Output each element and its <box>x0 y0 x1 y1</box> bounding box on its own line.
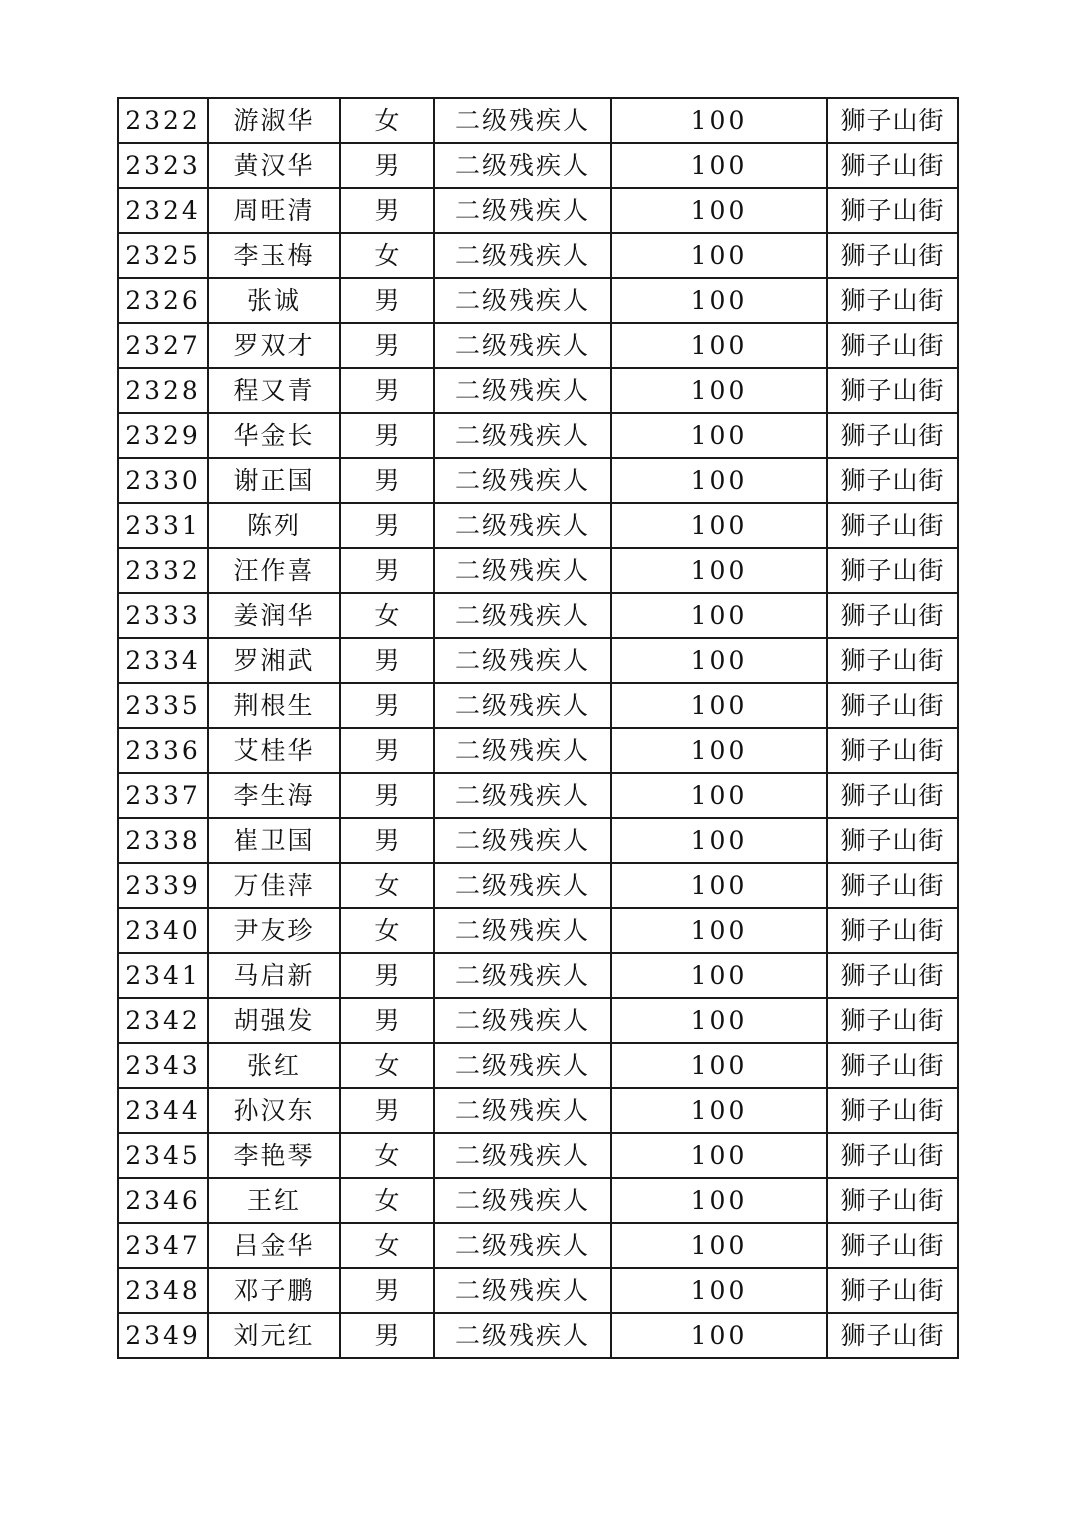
person-name-cell: 罗双才 <box>208 323 340 368</box>
street-cell: 狮子山街 <box>827 728 958 773</box>
person-name-cell: 周旺清 <box>208 188 340 233</box>
person-name-cell: 游淑华 <box>208 98 340 143</box>
disability-level-cell: 二级残疾人 <box>434 368 611 413</box>
table-row <box>118 458 958 503</box>
serial-number-cell: 2334 <box>118 638 208 683</box>
disability-level-cell: 二级残疾人 <box>434 143 611 188</box>
gender-cell: 男 <box>340 1313 434 1358</box>
table-row <box>118 998 958 1043</box>
serial-number-cell: 2348 <box>118 1268 208 1313</box>
disability-level-cell: 二级残疾人 <box>434 593 611 638</box>
table-row <box>118 548 958 593</box>
amount-cell: 100 <box>611 908 827 953</box>
street-cell: 狮子山街 <box>827 683 958 728</box>
table-row <box>118 278 958 323</box>
person-name-cell: 李玉梅 <box>208 233 340 278</box>
serial-number-cell: 2338 <box>118 818 208 863</box>
serial-number-cell: 2346 <box>118 1178 208 1223</box>
serial-number-cell: 2345 <box>118 1133 208 1178</box>
gender-cell: 女 <box>340 1223 434 1268</box>
amount-cell: 100 <box>611 143 827 188</box>
table-row <box>118 143 958 188</box>
table-row <box>118 368 958 413</box>
person-name-cell: 马启新 <box>208 953 340 998</box>
serial-number-cell: 2327 <box>118 323 208 368</box>
serial-number-cell: 2329 <box>118 413 208 458</box>
gender-cell: 男 <box>340 548 434 593</box>
table-row <box>118 503 958 548</box>
amount-cell: 100 <box>611 1133 827 1178</box>
amount-cell: 100 <box>611 368 827 413</box>
serial-number-cell: 2325 <box>118 233 208 278</box>
gender-cell: 男 <box>340 413 434 458</box>
serial-number-cell: 2330 <box>118 458 208 503</box>
disability-level-cell: 二级残疾人 <box>434 458 611 503</box>
gender-cell: 男 <box>340 368 434 413</box>
table-row <box>118 1178 958 1223</box>
person-name-cell: 华金长 <box>208 413 340 458</box>
disability-level-cell: 二级残疾人 <box>434 1223 611 1268</box>
person-name-cell: 姜润华 <box>208 593 340 638</box>
amount-cell: 100 <box>611 413 827 458</box>
street-cell: 狮子山街 <box>827 1223 958 1268</box>
street-cell: 狮子山街 <box>827 1178 958 1223</box>
gender-cell: 男 <box>340 458 434 503</box>
street-cell: 狮子山街 <box>827 98 958 143</box>
amount-cell: 100 <box>611 233 827 278</box>
amount-cell: 100 <box>611 278 827 323</box>
street-cell: 狮子山街 <box>827 1043 958 1088</box>
roster-table-body <box>118 98 958 1358</box>
gender-cell: 女 <box>340 863 434 908</box>
gender-cell: 男 <box>340 728 434 773</box>
person-name-cell: 陈列 <box>208 503 340 548</box>
person-name-cell: 李生海 <box>208 773 340 818</box>
serial-number-cell: 2342 <box>118 998 208 1043</box>
table-row <box>118 908 958 953</box>
person-name-cell: 罗湘武 <box>208 638 340 683</box>
table-row <box>118 188 958 233</box>
serial-number-cell: 2322 <box>118 98 208 143</box>
person-name-cell: 孙汉东 <box>208 1088 340 1133</box>
gender-cell: 男 <box>340 188 434 233</box>
table-row <box>118 818 958 863</box>
serial-number-cell: 2332 <box>118 548 208 593</box>
gender-cell: 男 <box>340 1088 434 1133</box>
serial-number-cell: 2347 <box>118 1223 208 1268</box>
table-row <box>118 1223 958 1268</box>
disability-level-cell: 二级残疾人 <box>434 1313 611 1358</box>
serial-number-cell: 2323 <box>118 143 208 188</box>
serial-number-cell: 2341 <box>118 953 208 998</box>
street-cell: 狮子山街 <box>827 1088 958 1133</box>
gender-cell: 男 <box>340 953 434 998</box>
amount-cell: 100 <box>611 323 827 368</box>
person-name-cell: 胡强发 <box>208 998 340 1043</box>
street-cell: 狮子山街 <box>827 233 958 278</box>
street-cell: 狮子山街 <box>827 593 958 638</box>
person-name-cell: 尹友珍 <box>208 908 340 953</box>
person-name-cell: 汪作喜 <box>208 548 340 593</box>
street-cell: 狮子山街 <box>827 278 958 323</box>
serial-number-cell: 2324 <box>118 188 208 233</box>
disability-level-cell: 二级残疾人 <box>434 323 611 368</box>
amount-cell: 100 <box>611 818 827 863</box>
disability-level-cell: 二级残疾人 <box>434 1133 611 1178</box>
disability-level-cell: 二级残疾人 <box>434 728 611 773</box>
amount-cell: 100 <box>611 683 827 728</box>
person-name-cell: 张诚 <box>208 278 340 323</box>
street-cell: 狮子山街 <box>827 188 958 233</box>
table-row <box>118 728 958 773</box>
serial-number-cell: 2336 <box>118 728 208 773</box>
street-cell: 狮子山街 <box>827 908 958 953</box>
amount-cell: 100 <box>611 1088 827 1133</box>
table-row <box>118 638 958 683</box>
disability-level-cell: 二级残疾人 <box>434 908 611 953</box>
amount-cell: 100 <box>611 1223 827 1268</box>
serial-number-cell: 2326 <box>118 278 208 323</box>
gender-cell: 女 <box>340 98 434 143</box>
person-name-cell: 刘元红 <box>208 1313 340 1358</box>
street-cell: 狮子山街 <box>827 1268 958 1313</box>
gender-cell: 男 <box>340 998 434 1043</box>
table-row <box>118 98 958 143</box>
table-row <box>118 413 958 458</box>
person-name-cell: 张红 <box>208 1043 340 1088</box>
disability-level-cell: 二级残疾人 <box>434 1268 611 1313</box>
amount-cell: 100 <box>611 548 827 593</box>
street-cell: 狮子山街 <box>827 143 958 188</box>
disability-level-cell: 二级残疾人 <box>434 1088 611 1133</box>
roster-table <box>117 97 959 1359</box>
amount-cell: 100 <box>611 998 827 1043</box>
street-cell: 狮子山街 <box>827 638 958 683</box>
table-row <box>118 773 958 818</box>
street-cell: 狮子山街 <box>827 818 958 863</box>
disability-level-cell: 二级残疾人 <box>434 98 611 143</box>
disability-level-cell: 二级残疾人 <box>434 773 611 818</box>
table-row <box>118 1088 958 1133</box>
gender-cell: 女 <box>340 593 434 638</box>
disability-level-cell: 二级残疾人 <box>434 998 611 1043</box>
amount-cell: 100 <box>611 98 827 143</box>
table-row <box>118 323 958 368</box>
amount-cell: 100 <box>611 188 827 233</box>
street-cell: 狮子山街 <box>827 413 958 458</box>
person-name-cell: 万佳萍 <box>208 863 340 908</box>
street-cell: 狮子山街 <box>827 953 958 998</box>
person-name-cell: 吕金华 <box>208 1223 340 1268</box>
serial-number-cell: 2328 <box>118 368 208 413</box>
street-cell: 狮子山街 <box>827 1133 958 1178</box>
street-cell: 狮子山街 <box>827 1313 958 1358</box>
amount-cell: 100 <box>611 593 827 638</box>
person-name-cell: 荆根生 <box>208 683 340 728</box>
disability-level-cell: 二级残疾人 <box>434 278 611 323</box>
gender-cell: 女 <box>340 1043 434 1088</box>
disability-level-cell: 二级残疾人 <box>434 863 611 908</box>
disability-level-cell: 二级残疾人 <box>434 818 611 863</box>
person-name-cell: 艾桂华 <box>208 728 340 773</box>
gender-cell: 女 <box>340 233 434 278</box>
street-cell: 狮子山街 <box>827 773 958 818</box>
table-row <box>118 1133 958 1178</box>
gender-cell: 女 <box>340 908 434 953</box>
serial-number-cell: 2333 <box>118 593 208 638</box>
disability-level-cell: 二级残疾人 <box>434 548 611 593</box>
amount-cell: 100 <box>611 1178 827 1223</box>
amount-cell: 100 <box>611 1268 827 1313</box>
table-row <box>118 683 958 728</box>
amount-cell: 100 <box>611 1313 827 1358</box>
disability-level-cell: 二级残疾人 <box>434 683 611 728</box>
amount-cell: 100 <box>611 638 827 683</box>
serial-number-cell: 2335 <box>118 683 208 728</box>
person-name-cell: 崔卫国 <box>208 818 340 863</box>
street-cell: 狮子山街 <box>827 998 958 1043</box>
table-row <box>118 1268 958 1313</box>
street-cell: 狮子山街 <box>827 863 958 908</box>
street-cell: 狮子山街 <box>827 458 958 503</box>
serial-number-cell: 2339 <box>118 863 208 908</box>
amount-cell: 100 <box>611 1043 827 1088</box>
amount-cell: 100 <box>611 773 827 818</box>
disability-level-cell: 二级残疾人 <box>434 638 611 683</box>
serial-number-cell: 2349 <box>118 1313 208 1358</box>
table-row <box>118 1043 958 1088</box>
amount-cell: 100 <box>611 863 827 908</box>
gender-cell: 男 <box>340 638 434 683</box>
disability-level-cell: 二级残疾人 <box>434 1178 611 1223</box>
gender-cell: 男 <box>340 503 434 548</box>
serial-number-cell: 2340 <box>118 908 208 953</box>
amount-cell: 100 <box>611 503 827 548</box>
disability-level-cell: 二级残疾人 <box>434 413 611 458</box>
person-name-cell: 谢正国 <box>208 458 340 503</box>
gender-cell: 男 <box>340 278 434 323</box>
disability-level-cell: 二级残疾人 <box>434 188 611 233</box>
gender-cell: 女 <box>340 1133 434 1178</box>
person-name-cell: 王红 <box>208 1178 340 1223</box>
gender-cell: 男 <box>340 323 434 368</box>
serial-number-cell: 2343 <box>118 1043 208 1088</box>
disability-level-cell: 二级残疾人 <box>434 953 611 998</box>
disability-level-cell: 二级残疾人 <box>434 233 611 278</box>
serial-number-cell: 2337 <box>118 773 208 818</box>
gender-cell: 男 <box>340 773 434 818</box>
gender-cell: 男 <box>340 143 434 188</box>
gender-cell: 女 <box>340 1178 434 1223</box>
table-row <box>118 863 958 908</box>
table-row <box>118 593 958 638</box>
gender-cell: 男 <box>340 1268 434 1313</box>
amount-cell: 100 <box>611 728 827 773</box>
amount-cell: 100 <box>611 953 827 998</box>
gender-cell: 男 <box>340 683 434 728</box>
table-row <box>118 233 958 278</box>
amount-cell: 100 <box>611 458 827 503</box>
disability-level-cell: 二级残疾人 <box>434 503 611 548</box>
street-cell: 狮子山街 <box>827 368 958 413</box>
person-name-cell: 李艳琴 <box>208 1133 340 1178</box>
street-cell: 狮子山街 <box>827 503 958 548</box>
disability-level-cell: 二级残疾人 <box>434 1043 611 1088</box>
table-row <box>118 953 958 998</box>
person-name-cell: 黄汉华 <box>208 143 340 188</box>
person-name-cell: 邓子鹏 <box>208 1268 340 1313</box>
serial-number-cell: 2331 <box>118 503 208 548</box>
table-row <box>118 1313 958 1358</box>
serial-number-cell: 2344 <box>118 1088 208 1133</box>
street-cell: 狮子山街 <box>827 323 958 368</box>
person-name-cell: 程又青 <box>208 368 340 413</box>
gender-cell: 男 <box>340 818 434 863</box>
street-cell: 狮子山街 <box>827 548 958 593</box>
